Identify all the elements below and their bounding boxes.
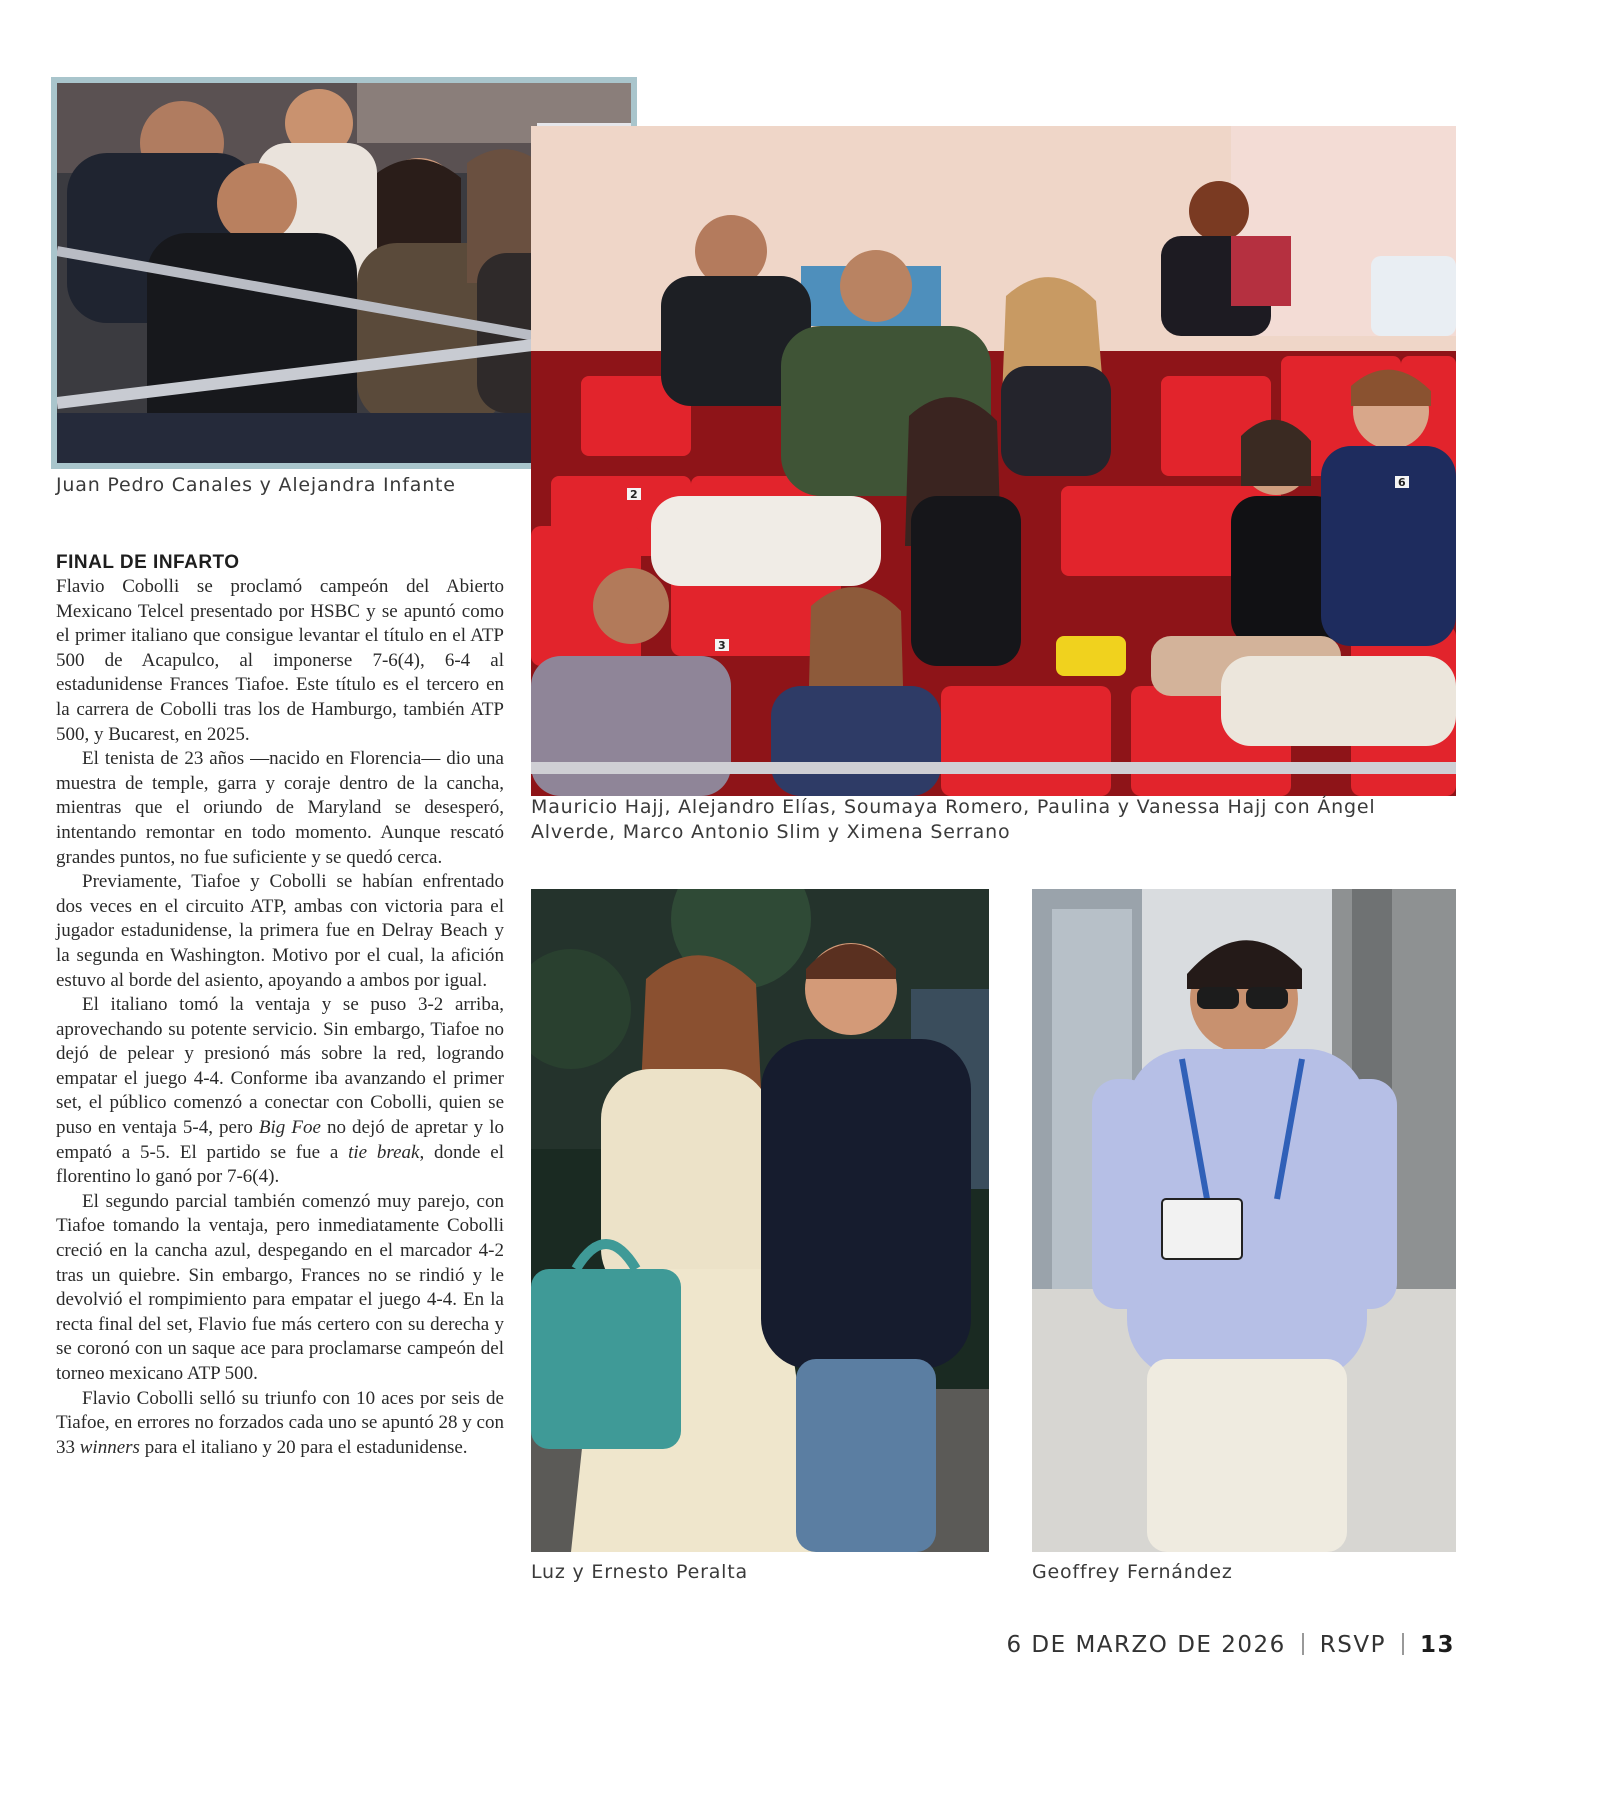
article-paragraph [56, 575, 504, 747]
article-paragraph [56, 1387, 504, 1461]
paragraph-text: El italiano tomó la ventaja y se puso 3-2 arriba, aprovechando su potente servicio. Sin embargo, Tiafoe no dejó de pelear y presionó más sobre la red, logrando empatar el juego 4-4. Conforme iba avanzando el primer set, el público comenzó a conectar con Cobolli, quien se puso en ventaja 5-4, pero [56, 994, 504, 1139]
paragraph-text: El segundo parcial también comenzó muy parejo, con Tiafoe tomando la ventaja, pero inmediatamente Cobolli creció en la cancha azul, despegando en el marcador 4-2 tras un quiebre. Sin embargo, Frances no se rindió y le devolvió el rompimiento para empatar el juego 4-4. En la recta final del set, Flavio fue más certero con su derecha y se coronó con un saque ace para proclamarse campeón del torneo mexicano ATP 500. [56, 1190, 504, 1384]
article [56, 551, 504, 1460]
italic-text: Big Foe [258, 1117, 321, 1139]
page-number: 13 [1419, 1632, 1455, 1658]
seat-number-6: 6 [1398, 476, 1406, 489]
footer-date: 6 DE MARZO DE 2026 [1006, 1632, 1286, 1658]
page-footer [1006, 1632, 1455, 1658]
italic-text: winners [79, 1436, 140, 1458]
footer-magazine: RSVP [1319, 1632, 1386, 1658]
italic-text: tie break [348, 1141, 420, 1163]
caption-fernandez: Geoffrey Fernández [1032, 1561, 1233, 1583]
article-headline: FINAL DE INFARTO [56, 552, 240, 573]
caption-canales-infante: Juan Pedro Canales y Alejandra Infante [56, 474, 456, 496]
seat-number-2: 2 [630, 488, 638, 501]
paragraph-text: no dejó de apretar y lo empató a 5-5. El partido se fue a [56, 1117, 504, 1163]
article-paragraph [56, 1190, 504, 1387]
paragraph-text: , donde el florentino lo ganó por 7-6(4). [56, 1141, 504, 1188]
article-paragraph [56, 870, 504, 993]
seat-number-3: 3 [718, 639, 726, 652]
paragraph-text: El tenista de 23 años —nacido en Florencia— dio una muestra de temple, garra y coraje dentro de la cancha, mientras que el oriundo de Maryland se desesperó, intentando remontar en todo momento. Aunque rescató grandes puntos, no fue suficiente y se quedó cerca. [56, 748, 504, 868]
paragraph-text: Flavio Cobolli se proclamó campeón del Abierto Mexicano Telcel presentado por HSBC y se apuntó como el primer italiano que consigue levantar el título en el ATP 500 de Acapulco, al imponerse 7-6(4), 6-4 al estadunidense Frances Tiafoe. Este título es el tercero en la carrera de Cobolli tras los de Hamburgo, también ATP 500, y Bucarest, en 2025. [56, 576, 504, 745]
paragraph-text: para el italiano y 20 para el estadunidense. [139, 1436, 468, 1458]
photo-fernandez [1032, 889, 1456, 1552]
photo-hajj-group [531, 126, 1456, 796]
article-body [56, 575, 504, 1460]
caption-hajj-group: Mauricio Hajj, Alejandro Elías, Soumaya Romero, Paulina y Vanessa Hajj con Ángel Alverde, Marco Antonio Slim y Ximena Serrano [531, 796, 1376, 843]
article-paragraph [56, 747, 504, 870]
paragraph-text: Flavio Cobolli selló su triunfo con 10 aces por seis de Tiafoe, en errores no forzados cada uno se apuntó 28 y con 33 [56, 1387, 504, 1458]
footer-divider [1402, 1633, 1404, 1655]
photo-peralta [531, 889, 989, 1552]
paragraph-text: Previamente, Tiafoe y Cobolli se habían enfrentado dos veces en el circuito ATP, ambas con victoria para el jugador estadunidense, la primera fue en Delray Beach y la segunda en Washington. Motivo por el cual, la afición estuvo al borde del asiento, apoyando a ambos por igual. [56, 871, 504, 991]
footer-divider [1302, 1633, 1304, 1655]
caption-peralta: Luz y Ernesto Peralta [531, 1561, 748, 1583]
article-paragraph [56, 993, 504, 1190]
